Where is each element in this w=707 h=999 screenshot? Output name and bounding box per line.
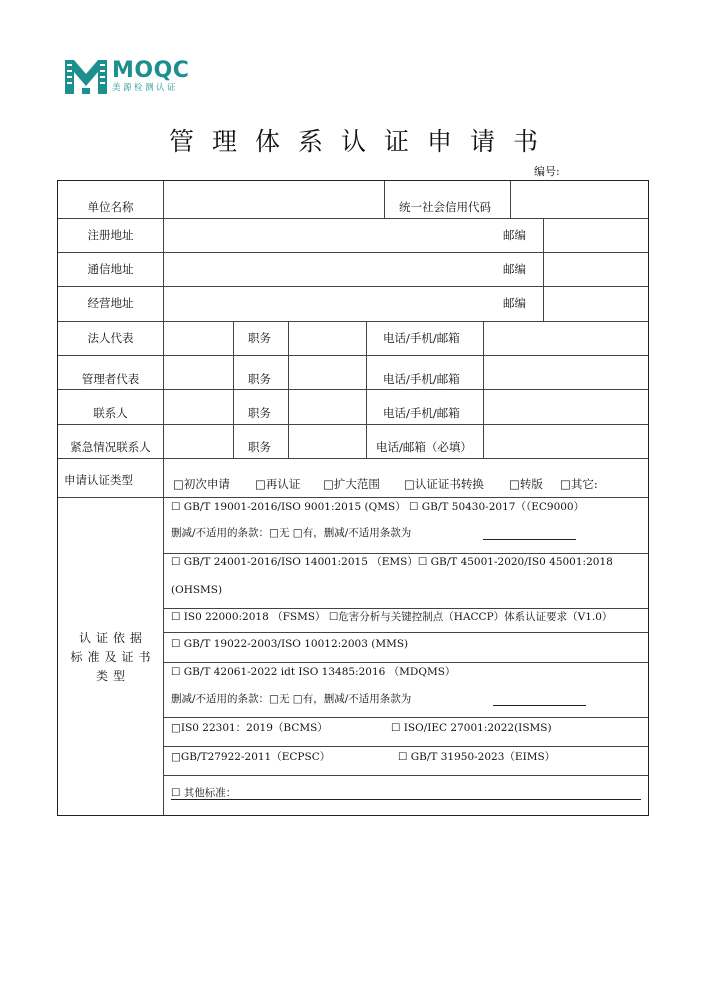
management-rep-label: 管理者代表	[81, 372, 140, 386]
ecpsc-option[interactable]: □GB/T27922-2011（ECPSC）	[171, 751, 331, 763]
mdqms-deletion-blank[interactable]	[493, 705, 586, 706]
contact-info-label-4: 电话/邮箱（必填）	[376, 440, 472, 454]
postcode-label-1: 邮编	[503, 228, 526, 242]
qms-option[interactable]: ☐ GB/T 19001-2016/ISO 9001:2015 (QMS） ☐ GB/T 50430-2017（（EC9000）	[171, 501, 585, 513]
registered-address-label: 注册地址	[87, 228, 134, 242]
fsms-haccp-option[interactable]: ☐ IS0 22000:2018 （FSMS） ☐危害分析与关键控制点（HACCP）体系认证要求（V1.0）	[171, 611, 613, 623]
operating-address-label: 经营地址	[87, 296, 134, 310]
mms-option[interactable]: ☐ GB/T 19022-2003/ISO 10012:2003 (MMS)	[171, 638, 409, 650]
document-title: 管理体系认证申请书	[168, 127, 556, 156]
option-other[interactable]: □其它:	[560, 477, 598, 491]
company-logo	[65, 60, 189, 94]
contact-info-label-2: 电话/手机/邮箱	[383, 372, 460, 386]
option-version-change[interactable]: □转版	[509, 477, 543, 491]
isms-option[interactable]: ☐ ISO/IEC 27001:2022(ISMS)	[391, 722, 552, 734]
option-initial[interactable]: □初次申请	[173, 477, 230, 491]
logo-name: MOQC	[112, 58, 190, 83]
eims-option[interactable]: ☐ GB/T 31950-2023（EIMS）	[398, 751, 556, 763]
option-cert-transfer[interactable]: □认证证书转换	[404, 477, 484, 491]
ems-ohsms-option[interactable]: ☐ GB/T 24001-2016/ISO 14001:2015 （EMS）☐ GB/T 45001-2020/IS0 45001:2018	[171, 556, 613, 568]
option-extend-scope[interactable]: □扩大范围	[323, 477, 380, 491]
ohsms-continuation: (OHSMS)	[171, 584, 223, 596]
application-form	[57, 180, 649, 816]
cert-basis-label: 认证依据 标准及证书 类型	[70, 631, 156, 683]
credit-code-label: 统一社会信用代码	[399, 200, 491, 214]
contact-info-label-1: 电话/手机/邮箱	[383, 331, 460, 345]
qms-deletion-clause: 删减/不适用的条款：□无 □有，删减/不适用条款为	[171, 527, 412, 539]
mdqms-option[interactable]: ☐ GB/T 42061-2022 idt ISO 13485:2016 （MDQMS）	[171, 666, 456, 678]
option-recert[interactable]: □再认证	[255, 477, 301, 491]
postcode-label-2: 邮编	[503, 262, 526, 276]
other-standard-option[interactable]: ☐ 其他标准：	[171, 787, 237, 799]
emergency-contact-label: 紧急情况联系人	[70, 440, 151, 454]
mailing-address-label: 通信地址	[87, 262, 134, 276]
mdqms-deletion-clause: 删减/不适用的条款：□无 □有，删减/不适用条款为	[171, 693, 412, 705]
postcode-label-3: 邮编	[503, 296, 526, 310]
other-standard-blank[interactable]	[171, 799, 641, 800]
position-label-4: 职务	[248, 440, 271, 454]
serial-number-label: 编号:	[534, 165, 560, 178]
bcms-option[interactable]: □IS0 22301：2019（BCMS）	[171, 722, 328, 734]
contact-info-label-3: 电话/手机/邮箱	[383, 406, 460, 420]
legal-rep-label: 法人代表	[87, 331, 134, 345]
unit-name-label: 单位名称	[87, 200, 134, 214]
position-label-3: 职务	[248, 406, 271, 420]
logo-subtitle: 美源检测认证	[112, 83, 179, 93]
position-label-2: 职务	[248, 372, 271, 386]
qms-deletion-blank[interactable]	[483, 539, 576, 540]
position-label-1: 职务	[248, 331, 271, 345]
contact-person-label: 联系人	[93, 406, 128, 420]
moqc-logo-icon	[65, 60, 107, 94]
apply-type-label: 申请认证类型	[64, 473, 133, 487]
